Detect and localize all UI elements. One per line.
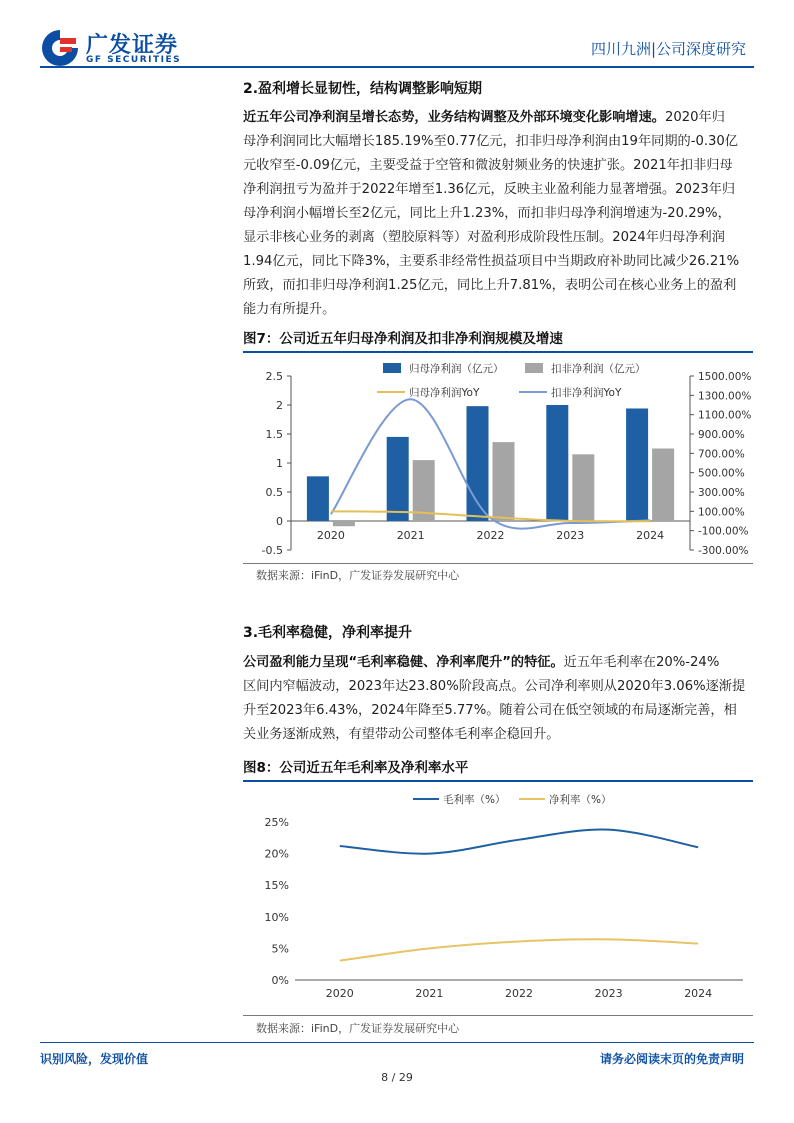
x-axis-category-label: 2021 — [415, 987, 444, 1000]
figure7-title: 图7：公司近五年归母净利润及扣非净利润规模及增速 — [243, 327, 753, 353]
footer-disclaimer: 请务必阅读末页的免责声明 — [599, 1052, 744, 1066]
y-axis-tick-label: 15% — [264, 879, 289, 893]
paragraph-text: 能力有所提升。 — [243, 302, 336, 317]
section-title-profit-growth: 2.盈利增长显韧性，结构调整影响短期 — [243, 81, 483, 97]
paragraph-text: 关业务逐渐成熟，有望带动公司整体毛利率企稳回升。 — [243, 727, 560, 742]
line-net-margin — [340, 939, 698, 960]
bar-deducted-net-profit — [493, 442, 515, 521]
right-axis-tick-label: 1300.00% — [698, 390, 752, 403]
y-axis-tick-label: 0% — [271, 974, 289, 987]
paragraph-line — [243, 130, 753, 154]
bar-deducted-net-profit — [652, 449, 674, 522]
paragraph-text: 净利润扭亏为盈并于2022年增至1.36亿元，反映主业盈利能力显著增强。2023年归 — [243, 182, 736, 197]
paragraph-text: 升至2023年6.43%，2024年降至5.77%。随着公司在低空领域的布局逐渐完善，相 — [243, 703, 737, 718]
right-axis-tick-label: -300.00% — [698, 545, 749, 557]
paragraph-margin-analysis — [243, 651, 753, 747]
right-axis-tick-label: 100.00% — [698, 506, 745, 519]
x-axis-category-label: 2024 — [684, 987, 713, 1000]
section-title-margins: 3.毛利率稳健，净利率提升 — [243, 625, 413, 641]
left-axis-tick-label: 2 — [276, 399, 283, 412]
legend-label: 归母净利润YoY — [409, 387, 480, 399]
x-axis-category-label: 2020 — [316, 529, 345, 542]
paragraph-line — [243, 675, 753, 699]
legend-label: 扣非净利润YoY — [551, 387, 622, 399]
paragraph-line — [243, 106, 753, 130]
bar-deducted-net-profit — [333, 521, 355, 526]
right-axis-tick-label: 700.00% — [698, 448, 745, 461]
paragraph-text: 区间内窄幅波动，2023年达23.80%阶段高点。公司净利率则从2020年3.06%逐渐提 — [243, 679, 746, 694]
legend-label: 净利率（%） — [549, 794, 612, 806]
y-axis-tick-label: 5% — [271, 942, 289, 956]
line-deducted-yoy — [331, 399, 650, 528]
bar-net-profit — [546, 405, 568, 521]
paragraph-text: 母净利润同比大幅增长185.19%至0.77亿元，扣非归母净利润由19年同期的-0.30亿 — [243, 134, 738, 149]
paragraph-line — [243, 298, 753, 322]
x-axis-category-label: 2021 — [396, 529, 425, 542]
x-axis-category-label: 2022 — [505, 987, 533, 1000]
paragraph-line — [243, 274, 753, 298]
paragraph-line — [243, 723, 753, 747]
paragraph-line — [243, 202, 753, 226]
legend-swatch — [383, 363, 401, 373]
x-axis-category-label: 2023 — [594, 987, 623, 1000]
y-axis-tick-label: 25% — [264, 816, 289, 829]
right-axis-tick-label: -100.00% — [698, 525, 749, 538]
x-axis-category-label: 2023 — [556, 529, 585, 542]
left-axis-tick-label: 1.5 — [265, 428, 283, 441]
paragraph-lead-sentence: 近五年公司净利润呈增长态势，业务结构调整及外部环境变化影响增速。 — [243, 110, 665, 125]
right-axis-tick-label: 300.00% — [698, 487, 745, 499]
figure7-chart — [243, 353, 753, 565]
right-axis-tick-label: 900.00% — [698, 429, 745, 441]
paragraph-text: 1.94亿元，同比下降3%，主要系非经常性损益项目中当期政府补助同比减少26.21% — [243, 254, 740, 269]
y-axis-tick-label: 20% — [264, 847, 289, 861]
bar-deducted-net-profit — [572, 454, 594, 521]
figure8-source: 数据来源：iFinD，广发证券发展研究中心 — [256, 1022, 460, 1035]
line-net-profit-yoy — [331, 511, 650, 521]
paragraph-line — [243, 226, 753, 250]
figure8-chart — [243, 782, 753, 1016]
paragraph-line — [243, 154, 753, 178]
line-gross-margin — [340, 829, 698, 853]
paragraph-text: 母净利润小幅增长至2亿元，同比上升1.23%，而扣非归母净利润增速为-20.29%， — [243, 206, 731, 221]
logo-english-name: GF SECURITIES — [86, 55, 182, 65]
left-axis-tick-label: 0 — [276, 515, 283, 528]
header-divider — [40, 66, 754, 68]
left-axis-tick-label: 2.5 — [265, 370, 283, 383]
paragraph-text: 所致，而扣非归母净利润1.25亿元，同比上升7.81%，表明公司在核心业务上的盈利 — [243, 278, 737, 293]
legend-label: 毛利率（%） — [443, 794, 506, 806]
right-axis-tick-label: 500.00% — [698, 467, 745, 480]
bar-net-profit — [626, 408, 648, 521]
bar-net-profit — [307, 476, 329, 521]
footer-divider — [40, 1042, 754, 1043]
legend-label: 归母净利润（亿元） — [409, 363, 504, 375]
paragraph-text: 2020年归 — [665, 110, 725, 125]
logo-chinese-name: 广发证券 — [86, 33, 179, 58]
figure8-bottom-rule — [243, 1015, 753, 1016]
figure7-source: 数据来源：iFinD，广发证券发展研究中心 — [256, 569, 460, 582]
page-number: 8 / 29 — [381, 1071, 413, 1084]
legend-swatch — [525, 363, 543, 373]
footer-slogan: 识别风险，发现价值 — [40, 1052, 149, 1066]
paragraph-line — [243, 651, 753, 675]
paragraph-text: 近五年毛利率在20%-24% — [563, 655, 720, 670]
figure8-title: 图8：公司近五年毛利率及净利率水平 — [243, 756, 753, 782]
paragraph-lead-sentence: 公司盈利能力呈现“毛利率稳健、净利率爬升”的特征。 — [243, 655, 564, 670]
y-axis-tick-label: 10% — [264, 910, 289, 924]
paragraph-text: 显示非核心业务的剥离（塑胶原料等）对盈利形成阶段性压制。2024年归母净利润 — [243, 230, 725, 245]
figure7-bottom-rule — [243, 563, 753, 564]
left-axis-tick-label: -0.5 — [261, 544, 283, 557]
x-axis-category-label: 2024 — [636, 529, 665, 542]
legend-label: 扣非净利润（亿元） — [551, 363, 646, 375]
paragraph-line — [243, 250, 753, 274]
bar-net-profit — [387, 437, 409, 521]
paragraph-line — [243, 699, 753, 723]
x-axis-category-label: 2022 — [476, 529, 505, 542]
report-header-title: 四川九洲|公司深度研究 — [590, 40, 746, 58]
left-axis-tick-label: 1 — [276, 457, 283, 470]
paragraph-text: 元收窄至-0.09亿元，主要受益于空管和微波射频业务的快速扩张。2021年扣非归母 — [243, 158, 733, 173]
left-axis-tick-label: 0.5 — [265, 486, 283, 499]
paragraph-line — [243, 178, 753, 202]
right-axis-tick-label: 1500.00% — [698, 371, 752, 383]
paragraph-profit-analysis — [243, 106, 753, 322]
x-axis-category-label: 2020 — [325, 987, 354, 1000]
right-axis-tick-label: 1100.00% — [698, 409, 752, 422]
gf-logo-icon — [40, 28, 80, 68]
